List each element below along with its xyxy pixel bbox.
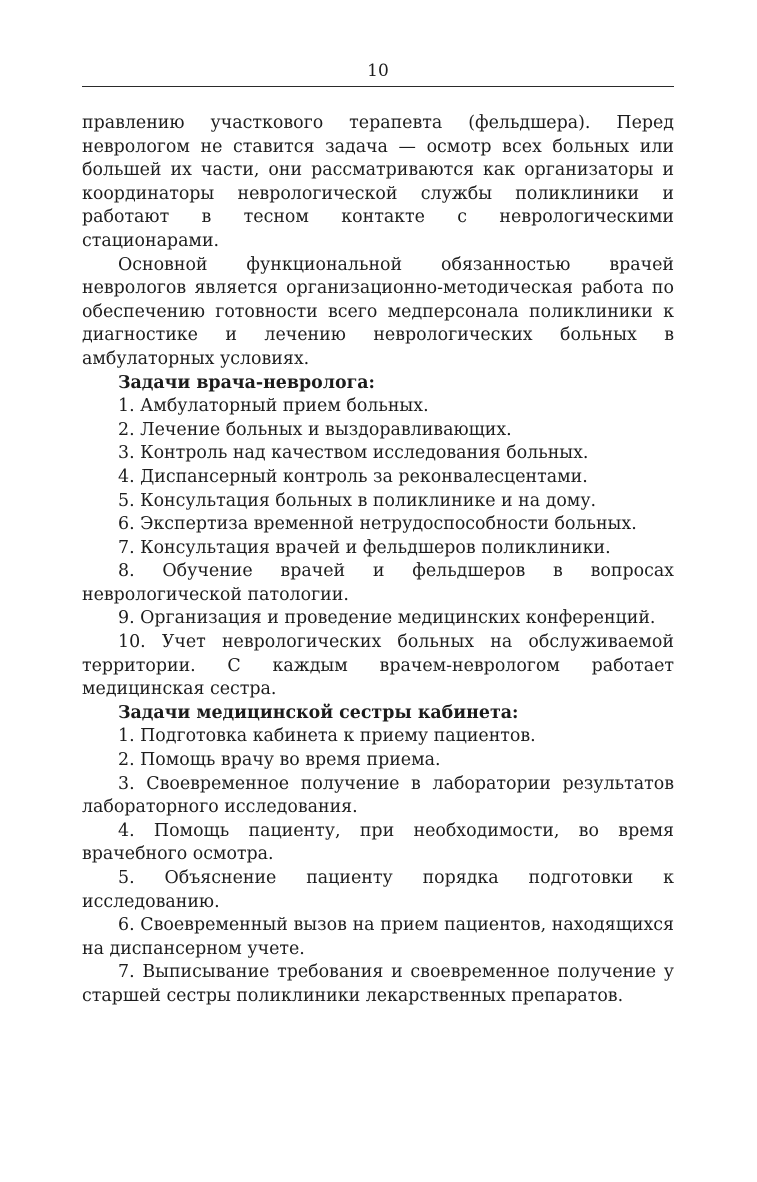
neurologist-task-item: 6. Экспертиза временной нетрудоспособности больных. [118, 514, 637, 535]
page-body [82, 112, 674, 1009]
nurse-task-item: 5. Объяснение пациенту порядка подготовки к исследованию. [82, 868, 674, 912]
neurologist-task-item: 5. Консультация больных в поликлинике и на дому. [118, 490, 597, 511]
neurologist-task-item: 3. Контроль над качеством исследования больных. [118, 443, 589, 464]
book-page [82, 60, 674, 1009]
paragraph-intro: правлению участкового терапевта (фельдшера). Перед неврологом не ставится задача — осмотр всех больных или большей их части, они рассматриваются как организаторы и координаторы неврологической службы поликлиники и работают в тесном контакте с неврологическими стационарами. [82, 113, 674, 251]
nurse-task-item: 4. Помощь пациенту, при необходимости, во время врачебного осмотра. [82, 820, 674, 865]
neurologist-tasks-heading: Задачи врача-невролога: [118, 372, 375, 393]
neurologist-task-item: 4. Диспансерный контроль за реконвалесцентами. [118, 466, 588, 487]
nurse-task-item: 6. Своевременный вызов на прием пациентов, находящихся на диспансерном учете. [82, 915, 674, 959]
nurse-task-item: 2. Помощь врачу во время приема. [118, 750, 441, 771]
neurologist-task-item: 1. Амбулаторный прием больных. [118, 396, 429, 417]
nurse-task-item: 3. Своевременное получение в лаборатории результатов лабораторного исследования. [82, 773, 674, 818]
neurologist-task-item: 7. Консультация врачей и фельдшеров поликлиники. [118, 537, 611, 558]
nurse-task-item: 1. Подготовка кабинета к приему пациентов. [118, 726, 536, 747]
neurologist-task-item: 2. Лечение больных и выздоравливающих. [118, 419, 512, 440]
neurologist-task-item: 10. Учет неврологических больных на обслуживаемой территории. С каждым врачем-неврологом работает медицинская сестра. [82, 632, 674, 700]
nurse-tasks-heading: Задачи медицинской сестры кабинета: [118, 702, 519, 723]
page-number: 10 [367, 61, 389, 81]
header-rule [82, 86, 674, 87]
neurologist-task-item: 9. Организация и проведение медицинских конференций. [118, 608, 656, 629]
nurse-task-item: 7. Выписывание требования и своевременное получение у старшей сестры поликлиники лекарственных препаратов. [82, 962, 674, 1006]
paragraph-main-duty: Основной функциональной обязанностью врачей неврологов является организационно-методическая работа по обеспечению готовности всего медперсонала поликлиники к диагностике и лечению неврологических больных в амбулаторных условиях. [82, 254, 674, 369]
neurologist-task-item: 8. Обучение врачей и фельдшеров в вопросах неврологической патологии. [82, 561, 674, 605]
